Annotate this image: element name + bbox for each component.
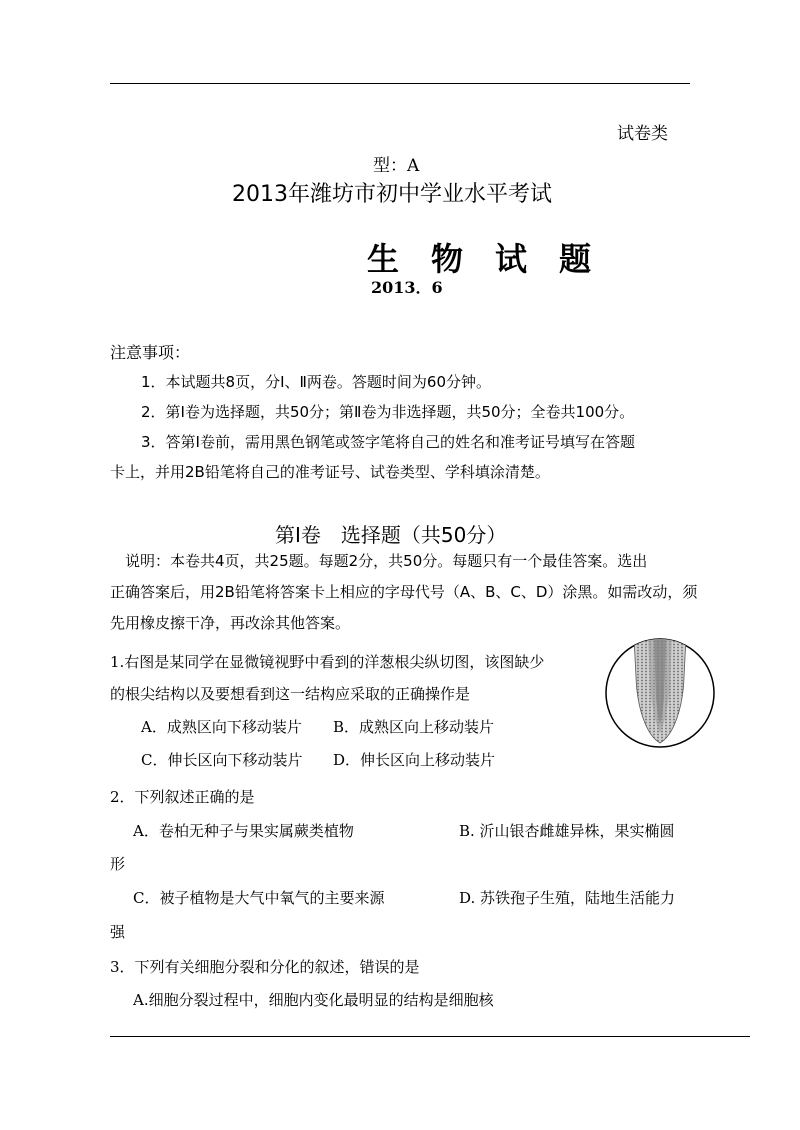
bottom-rule bbox=[110, 1036, 750, 1037]
q2-option-b: B. 沂山银杏雌雄异株，果实椭圆 bbox=[459, 822, 675, 840]
q2-option-d-wrap: 强 bbox=[110, 923, 126, 941]
root-tip-micrograph bbox=[604, 637, 716, 749]
q2-option-b-wrap: 形 bbox=[110, 855, 126, 873]
q1-option-d: D．伸长区向上移动装片 bbox=[333, 751, 496, 769]
q1-stem-line2: 的根尖结构以及要想看到这一结构应采取的正确操作是 bbox=[110, 685, 471, 703]
q1-option-c: C．伸长区向下移动装片 bbox=[141, 751, 303, 769]
subject-title: 生 物 试 题 bbox=[367, 240, 592, 278]
q2-option-a: A．卷柏无种子与果实属蕨类植物 bbox=[133, 822, 354, 840]
q1-option-a: A．成熟区向下移动装片 bbox=[141, 718, 302, 736]
section-instructions-line3: 先用橡皮擦干净，再改涂其他答案。 bbox=[110, 614, 351, 632]
notes-item-3-line2: 卡上，并用2B铅笔将自己的准考证号、试卷类型、学科填涂清楚。 bbox=[110, 463, 550, 481]
exam-title: 2013年潍坊市初中学业水平考试 bbox=[232, 182, 552, 207]
q3-option-a: A.细胞分裂过程中，细胞内变化最明显的结构是细胞核 bbox=[133, 991, 494, 1009]
section-instructions-line2: 正确答案后，用2B铅笔将答案卡上相应的字母代号（A、B、C、D）涂黑。如需改动，须 bbox=[110, 583, 698, 601]
q2-stem: 2．下列叙述正确的是 bbox=[110, 788, 255, 806]
q2-option-c: C．被子植物是大气中氧气的主要来源 bbox=[133, 889, 385, 907]
notes-heading: 注意事项： bbox=[110, 343, 191, 362]
q1-option-b: B．成熟区向上移动装片 bbox=[333, 718, 495, 736]
paper-type-line1: 试卷类 bbox=[617, 124, 668, 144]
section-title: 第Ⅰ卷 选择题（共50分） bbox=[275, 523, 507, 547]
q1-stem-line1: 1.右图是某同学在显微镜视野中看到的洋葱根尖纵切图，该图缺少 bbox=[110, 653, 545, 671]
top-rule bbox=[110, 83, 690, 84]
notes-item-3-line1: 3．答第Ⅰ卷前，需用黑色钢笔或签字笔将自己的姓名和准考证号填写在答题 bbox=[141, 433, 635, 451]
notes-item-2: 2．第Ⅰ卷为选择题，共50分；第Ⅱ卷为非选择题，共50分；全卷共100分。 bbox=[141, 403, 635, 421]
exam-date: 2013．6 bbox=[371, 278, 443, 297]
paper-type-line2: 型：A bbox=[373, 156, 420, 176]
section-instructions-line1: 说明：本卷共4页，共25题。每题2分，共50分。每题只有一个最佳答案。选出 bbox=[125, 552, 648, 570]
q2-option-d: D. 苏铁孢子生殖，陆地生活能力 bbox=[459, 889, 676, 907]
q3-stem: 3．下列有关细胞分裂和分化的叙述，错误的是 bbox=[110, 958, 420, 976]
notes-item-1: 1．本试题共8页，分Ⅰ、Ⅱ两卷。答题时间为60分钟。 bbox=[141, 373, 491, 391]
